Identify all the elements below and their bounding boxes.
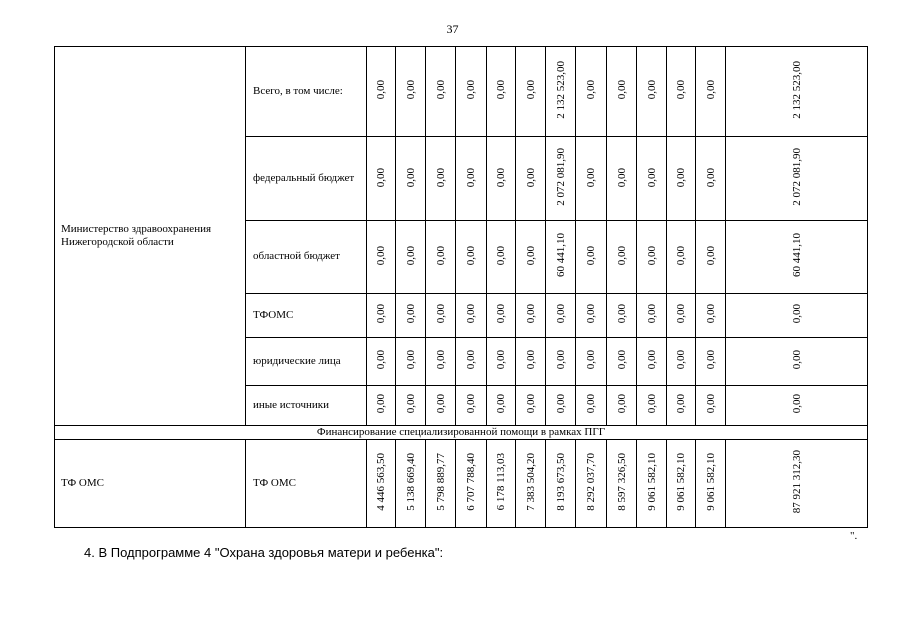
value-cell [426, 439, 456, 527]
value-cell [667, 137, 696, 221]
value-cell-text: 8 193 673,50 [554, 453, 567, 511]
value-cell-text: 0,00 [615, 394, 628, 414]
value-cell-text: 0,00 [495, 167, 507, 187]
value-cell-text: 0,00 [495, 350, 507, 370]
value-cell-text: 0,00 [524, 350, 537, 370]
table-body [55, 47, 868, 528]
value-cell-text: 0,00 [495, 394, 507, 414]
value-cell [576, 439, 607, 527]
value-cell-text: 0,00 [465, 394, 477, 414]
value-cell [426, 385, 456, 425]
value-cell [516, 337, 546, 385]
value-cell-text: 0,00 [645, 167, 658, 187]
value-cell-text: 0,00 [645, 245, 658, 266]
funding-source-cell: иные источники [246, 385, 367, 425]
value-cell [637, 439, 667, 527]
value-cell [516, 221, 546, 293]
value-cell-text: 0,00 [704, 394, 717, 414]
value-cell [607, 137, 637, 221]
value-cell [396, 47, 426, 137]
value-cell [696, 439, 726, 527]
value-cell-text: 0,00 [465, 303, 477, 324]
value-cell [607, 337, 637, 385]
total-cell [726, 385, 868, 425]
total-cell [726, 221, 868, 293]
value-cell [426, 221, 456, 293]
funding-source-cell: областной бюджет [246, 221, 367, 293]
value-cell [367, 293, 396, 337]
value-cell [576, 385, 607, 425]
value-cell-text: 0,00 [675, 167, 687, 187]
value-cell-text: 0,00 [585, 350, 597, 370]
value-cell [607, 221, 637, 293]
total-cell-text: 2 072 081,90 [790, 148, 803, 207]
value-cell [396, 439, 426, 527]
value-cell-text: 5 798 889,77 [434, 453, 447, 511]
value-cell-text: 2 132 523,00 [554, 61, 567, 119]
value-cell [456, 439, 487, 527]
value-cell-text: 0,00 [675, 245, 687, 266]
value-cell [696, 293, 726, 337]
value-cell [576, 293, 607, 337]
value-cell [396, 337, 426, 385]
value-cell-text: 2 072 081,90 [554, 148, 567, 207]
value-cell [667, 221, 696, 293]
value-cell-text: 0,00 [615, 350, 628, 370]
value-cell [487, 137, 516, 221]
value-cell [487, 337, 516, 385]
value-cell [546, 385, 576, 425]
value-cell [667, 47, 696, 137]
value-cell-text: 0,00 [615, 303, 628, 324]
value-cell [396, 221, 426, 293]
value-cell [667, 385, 696, 425]
value-cell-text: 0,00 [704, 303, 717, 324]
value-cell [546, 337, 576, 385]
value-cell-text: 0,00 [375, 303, 387, 324]
value-cell [576, 47, 607, 137]
value-cell [367, 47, 396, 137]
value-cell-text: 0,00 [434, 303, 447, 324]
value-cell [546, 439, 576, 527]
value-cell-text: 0,00 [404, 350, 417, 370]
value-cell [396, 137, 426, 221]
table-row [55, 439, 868, 527]
funding-source-cell: ТФ ОМС [246, 439, 367, 527]
value-cell [487, 47, 516, 137]
value-cell-text: 0,00 [704, 350, 717, 370]
value-cell-text: 0,00 [434, 394, 447, 414]
value-cell-text: 0,00 [434, 167, 447, 187]
value-cell [367, 221, 396, 293]
value-cell-text: 0,00 [675, 80, 687, 100]
total-cell-text: 2 132 523,00 [790, 61, 803, 119]
value-cell-text: 0,00 [615, 167, 628, 187]
value-cell [396, 385, 426, 425]
value-cell-text: 0,00 [645, 303, 658, 324]
value-cell [546, 47, 576, 137]
value-cell [487, 221, 516, 293]
value-cell-text: 0,00 [554, 303, 567, 324]
value-cell [546, 221, 576, 293]
value-cell [607, 47, 637, 137]
value-cell [637, 293, 667, 337]
value-cell [637, 337, 667, 385]
financing-table [54, 46, 868, 528]
value-cell-text: 0,00 [375, 80, 387, 100]
tfoms-org-cell: ТФ ОМС [55, 439, 246, 527]
value-cell-text: 0,00 [585, 245, 597, 266]
total-cell-text: 0,00 [790, 303, 803, 324]
value-cell [696, 385, 726, 425]
value-cell-text: 6 707 788,40 [465, 453, 477, 511]
value-cell [637, 47, 667, 137]
value-cell [667, 337, 696, 385]
value-cell-text: 0,00 [465, 80, 477, 100]
value-cell-text: 0,00 [585, 394, 597, 414]
value-cell-text: 60 441,10 [554, 233, 567, 278]
value-cell-text: 0,00 [434, 350, 447, 370]
value-cell-text: 0,00 [434, 245, 447, 266]
value-cell-text: 0,00 [495, 303, 507, 324]
total-cell [726, 439, 868, 527]
value-cell-text: 0,00 [465, 167, 477, 187]
value-cell-text: 4 446 563,50 [375, 453, 387, 511]
value-cell-text: 0,00 [585, 80, 597, 100]
value-cell [696, 137, 726, 221]
value-cell-text: 0,00 [704, 167, 717, 187]
value-cell-text: 0,00 [375, 350, 387, 370]
value-cell [546, 293, 576, 337]
subprogram-note: 4. В Подпрограмме 4 "Охрана здоровья матери и ребенка": [84, 545, 444, 560]
value-cell [667, 439, 696, 527]
funding-source-cell: Всего, в том числе: [246, 47, 367, 137]
value-cell-text: 0,00 [554, 350, 567, 370]
section-row [55, 425, 868, 439]
value-cell-text: 0,00 [615, 80, 628, 100]
value-cell [516, 385, 546, 425]
value-cell-text: 9 061 582,10 [645, 453, 658, 511]
total-cell [726, 47, 868, 137]
total-cell [726, 137, 868, 221]
value-cell [396, 293, 426, 337]
funding-source-cell: федеральный бюджет [246, 137, 367, 221]
value-cell-text: 9 061 582,10 [675, 453, 687, 511]
value-cell-text: 6 178 113,03 [495, 453, 507, 511]
value-cell-text: 0,00 [554, 394, 567, 414]
value-cell [607, 439, 637, 527]
value-cell-text: 0,00 [404, 303, 417, 324]
value-cell [637, 385, 667, 425]
total-cell [726, 293, 868, 337]
value-cell [696, 47, 726, 137]
value-cell [487, 439, 516, 527]
funding-source-cell: юридические лица [246, 337, 367, 385]
value-cell [426, 137, 456, 221]
total-cell-text: 60 441,10 [790, 233, 803, 278]
value-cell [607, 293, 637, 337]
value-cell-text: 0,00 [465, 350, 477, 370]
value-cell-text: 0,00 [615, 245, 628, 266]
value-cell-text: 0,00 [404, 80, 417, 100]
value-cell-text: 0,00 [375, 394, 387, 414]
value-cell-text: 0,00 [524, 303, 537, 324]
value-cell [367, 439, 396, 527]
value-cell [367, 337, 396, 385]
value-cell [487, 293, 516, 337]
value-cell [546, 137, 576, 221]
value-cell-text: 8 292 037,70 [585, 453, 597, 511]
value-cell-text: 0,00 [404, 394, 417, 414]
value-cell [637, 137, 667, 221]
total-cell-text: 0,00 [790, 350, 803, 370]
value-cell [487, 385, 516, 425]
section-title: Финансирование специализированной помощи в рамках ПГГ [55, 425, 868, 439]
ministry-org-cell: Министерство здравоохранения Нижегородской области [55, 47, 246, 426]
value-cell [456, 385, 487, 425]
value-cell-text: 0,00 [585, 167, 597, 187]
value-cell-text: 0,00 [585, 303, 597, 324]
value-cell [516, 439, 546, 527]
value-cell [607, 385, 637, 425]
value-cell [576, 137, 607, 221]
value-cell [456, 137, 487, 221]
value-cell-text: 0,00 [645, 80, 658, 100]
value-cell-text: 0,00 [704, 80, 717, 100]
value-cell [637, 221, 667, 293]
value-cell [426, 47, 456, 137]
value-cell-text: 0,00 [704, 245, 717, 266]
value-cell [456, 337, 487, 385]
value-cell-text: 0,00 [524, 167, 537, 187]
value-cell-text: 0,00 [524, 394, 537, 414]
value-cell [576, 337, 607, 385]
value-cell [696, 337, 726, 385]
value-cell-text: 0,00 [524, 245, 537, 266]
value-cell-text: 0,00 [645, 350, 658, 370]
value-cell-text: 0,00 [434, 80, 447, 100]
total-cell-text: 0,00 [790, 394, 803, 414]
value-cell-text: 0,00 [675, 303, 687, 324]
value-cell [367, 137, 396, 221]
value-cell-text: 0,00 [645, 394, 658, 414]
page-number: 37 [446, 22, 459, 36]
value-cell [456, 47, 487, 137]
value-cell-text: 7 383 504,20 [524, 453, 537, 511]
total-cell [726, 337, 868, 385]
value-cell-text: 0,00 [524, 80, 537, 100]
value-cell-text: 8 597 326,50 [615, 453, 628, 511]
value-cell [456, 221, 487, 293]
value-cell [516, 47, 546, 137]
value-cell [516, 137, 546, 221]
table-row [55, 47, 868, 137]
funding-source-cell: ТФОМС [246, 293, 367, 337]
closing-quote: ". [850, 530, 858, 542]
value-cell-text: 0,00 [375, 167, 387, 187]
value-cell-text: 0,00 [675, 350, 687, 370]
value-cell-text: 0,00 [495, 245, 507, 266]
value-cell-text: 0,00 [495, 80, 507, 100]
value-cell [426, 337, 456, 385]
value-cell-text: 9 061 582,10 [704, 453, 717, 511]
value-cell [516, 293, 546, 337]
value-cell [367, 385, 396, 425]
value-cell-text: 0,00 [404, 167, 417, 187]
value-cell-text: 0,00 [375, 245, 387, 266]
value-cell [456, 293, 487, 337]
value-cell [667, 293, 696, 337]
value-cell [696, 221, 726, 293]
value-cell [426, 293, 456, 337]
value-cell-text: 5 138 669,40 [404, 453, 417, 511]
value-cell-text: 0,00 [465, 245, 477, 266]
total-cell-text: 87 921 312,30 [790, 450, 803, 514]
value-cell [576, 221, 607, 293]
value-cell-text: 0,00 [675, 394, 687, 414]
value-cell-text: 0,00 [404, 245, 417, 266]
